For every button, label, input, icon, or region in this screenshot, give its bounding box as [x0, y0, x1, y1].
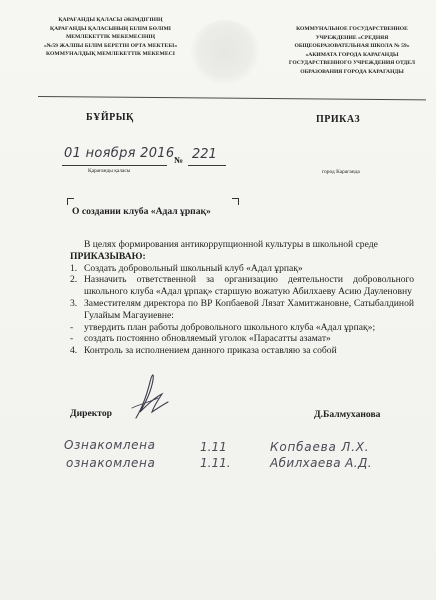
- item-text: Создать добровольный школьный клуб «Адал ұрпақ»: [84, 262, 303, 274]
- header-kz-line-3: МЕМЛЕКЕТТІК МЕКЕМЕСІНІҢ: [65, 34, 156, 41]
- faded-emblem: [190, 20, 260, 84]
- item-text: Назначить ответственной за организацию деятельности добровольного школьного клуба «Адал ұрпақ» старшую вожатую Абилхаеву Асию Дауленовну: [84, 274, 414, 298]
- acquaint-line-2: ознакомлена: [66, 456, 156, 470]
- order-items: [70, 263, 414, 322]
- acquaint-name-1: Копбаева Л.Х.: [270, 440, 370, 454]
- sub-item-text: утвердить план работы добровольного школьного клуба «Адал ұрпақ»;: [84, 321, 376, 333]
- sub-item-1: [70, 322, 414, 334]
- order-item-1: [70, 263, 414, 275]
- header-kz-line-2: ҚАРАҒАНДЫ ҚАЛАСЫНЫҢ БІЛІМ БӨЛІМІ: [49, 25, 172, 32]
- item-number: 3.: [70, 297, 78, 309]
- item-number: 4.: [70, 345, 78, 357]
- number-sign: №: [174, 155, 184, 165]
- dash-bullet: -: [70, 333, 74, 345]
- header-ru-line-3: ОБЩЕОБРАЗОВАТЕЛЬНАЯ ШКОЛА № 59»: [294, 43, 410, 50]
- header-ru-line-1: КОММУНАЛЬНОЕ ГОСУДАРСТВЕННОЕ: [296, 26, 408, 32]
- acquaint-name-2: Абилхаева А.Д.: [270, 456, 372, 470]
- item-text: Заместителям директора по ВР Копбаевой Лязат Хамитжановне, Сатыбалдиной Гулайым Магауиевне:: [84, 297, 414, 321]
- number-underline: [188, 165, 226, 166]
- order-verb: ПРИКАЗЫВАЮ:: [70, 250, 146, 262]
- header-ru-line-5: ГОСУДАРСТВЕННОГО УЧРЕЖДЕНИЯ ОТДЕЛ: [288, 60, 416, 67]
- header-kazakh: [38, 16, 183, 59]
- director-name: Д.Балмуханова: [314, 409, 381, 420]
- item-number: 2.: [70, 274, 78, 286]
- director-signature: [128, 368, 172, 424]
- header-divider: [38, 96, 426, 100]
- order-item-2: [70, 274, 414, 298]
- document-title: О создании клуба «Адал ұрпақ»: [72, 206, 211, 217]
- item-number: 1.: [70, 262, 78, 274]
- header-ru-line-4: «АКИМАТА ГОРОДА КАРАГАНДЫ: [305, 51, 399, 58]
- handwritten-date: 01 ноября 2016: [64, 146, 175, 161]
- director-label: Директор: [70, 408, 112, 419]
- header-ru-line-6: ОБРАЗОВАНИЯ ГОРОДА КАРАГАНДЫ: [300, 68, 404, 75]
- acquaint-date-2: 1.11.: [200, 456, 231, 470]
- order-word-russian: ПРИКАЗ: [316, 114, 361, 125]
- acquaint-line-1: Ознакомлена: [64, 438, 156, 452]
- header-kz-line-1: ҚАРАҒАНДЫ ҚАЛАСЫ ӘКІМДІГІНІҢ: [58, 17, 163, 23]
- sub-item-text: создать постоянно обновляемый уголок «Парасатты азамат»: [84, 333, 331, 345]
- header-kz-line-5: КОММУНАЛДЫҚ МЕМЛЕКЕТТІК МЕКЕМЕСІ: [46, 51, 175, 58]
- intro-paragraph: В целях формирования антикоррупционной культуры в школьной среде: [84, 239, 378, 250]
- dash-bullet: -: [70, 321, 74, 333]
- header-russian: [278, 25, 426, 77]
- order-word-kazakh: БҰЙРЫҚ: [86, 112, 134, 123]
- title-bracket-left: [67, 198, 74, 205]
- sub-item-2: [70, 333, 414, 345]
- order-item-4: [70, 345, 414, 357]
- header-kz-line-4: «№59 ЖАЛПЫ БІЛІМ БЕРЕТІН ОРТА МЕКТЕБІ»: [43, 42, 178, 49]
- city-kazakh: Қарағанды қаласы: [88, 168, 131, 174]
- title-bracket-right: [232, 198, 239, 205]
- acquaint-date-1: 1.11: [200, 440, 227, 454]
- handwritten-number: 221: [192, 147, 217, 162]
- header-ru-line-2: УЧРЕЖДЕНИЕ «СРЕДНЯЯ: [315, 34, 389, 41]
- item-text: Контроль за исполнением данного приказа оставляю за собой: [84, 345, 337, 357]
- order-item-3: [70, 298, 414, 322]
- date-underline: [62, 165, 167, 166]
- document-body: [70, 239, 414, 357]
- city-russian: город Караганда: [322, 169, 360, 175]
